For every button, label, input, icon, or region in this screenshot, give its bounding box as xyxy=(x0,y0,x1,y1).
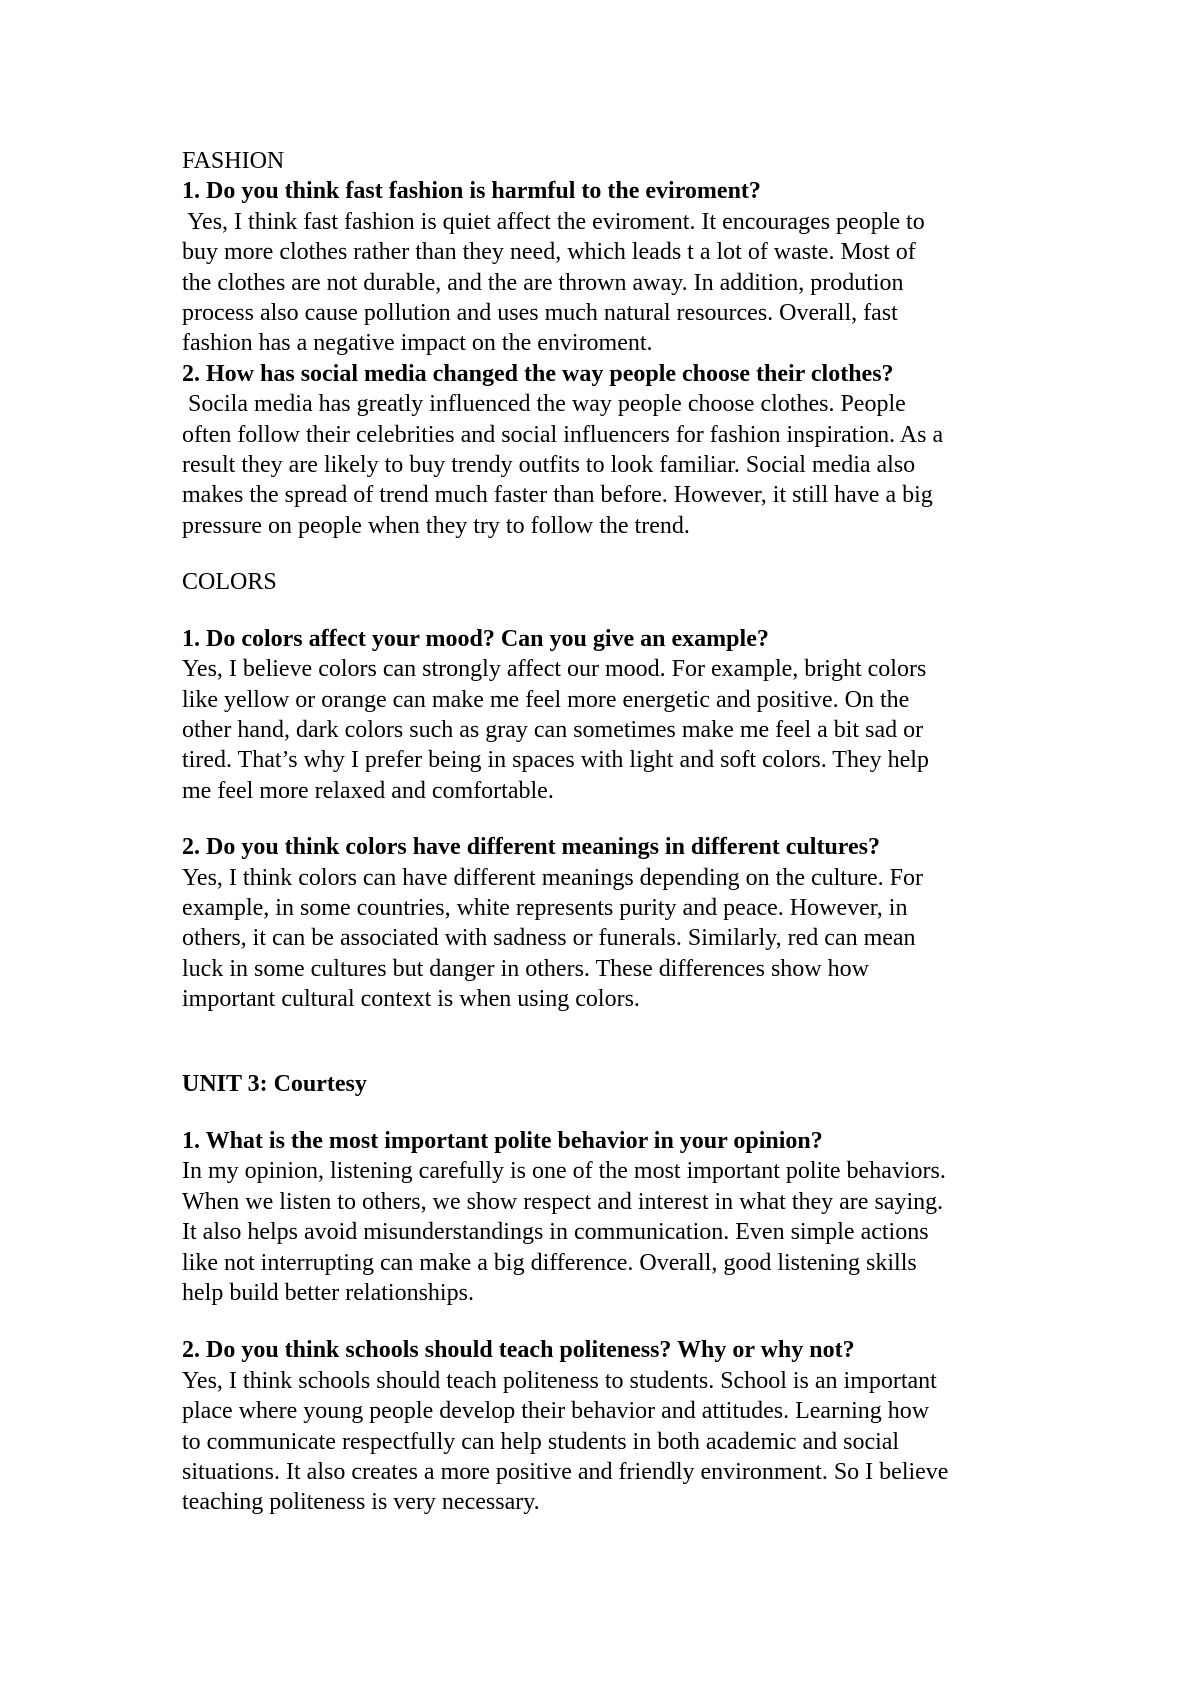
answer-line: like yellow or orange can make me feel more energetic and positive. On the xyxy=(182,686,910,713)
question-fashion-1: 1. Do you think fast fashion is harmful to the eviroment? xyxy=(182,178,761,205)
question-colors-1: 1. Do colors affect your mood? Can you give an example? xyxy=(182,625,769,652)
answer-line: others, it can be associated with sadness or funerals. Similarly, red can mean xyxy=(182,925,916,952)
answer-unit3-1 xyxy=(182,1156,1062,1308)
answer-unit3-2 xyxy=(182,1366,1062,1518)
section-unit3 xyxy=(182,1069,1062,1518)
answer-line: help build better relationships. xyxy=(182,1280,474,1306)
answer-line: important cultural context is when using colors. xyxy=(182,986,640,1013)
section-colors xyxy=(182,567,1062,1014)
answer-line: situations. It also creates a more positive and friendly environment. So I believe xyxy=(182,1459,949,1486)
question-unit3-2: 2. Do you think schools should teach politeness? Why or why not? xyxy=(182,1337,855,1364)
section-heading-unit3: UNIT 3: Courtesy xyxy=(182,1070,367,1097)
document-page xyxy=(182,146,1062,1518)
section-heading-fashion: FASHION xyxy=(182,148,285,174)
answer-line: fashion has a negative impact on the enviroment. xyxy=(182,330,653,357)
answer-line: me feel more relaxed and comfortable. xyxy=(182,777,554,804)
answer-line: to communicate respectfully can help students in both academic and social xyxy=(182,1428,900,1455)
answer-fashion-2 xyxy=(182,389,1062,541)
answer-line: often follow their celebrities and social influencers for fashion inspiration. As a xyxy=(182,421,944,448)
answer-line: tired. That’s why I prefer being in spaces with light and soft colors. They help xyxy=(182,747,929,774)
answer-line: like not interrupting can make a big difference. Overall, good listening skills xyxy=(182,1249,917,1276)
answer-line: Yes, I think fast fashion is quiet affect the eviroment. It encourages people to xyxy=(182,208,925,235)
answer-line: Yes, I believe colors can strongly affect our mood. For example, bright colors xyxy=(182,656,927,683)
answer-line: Socila media has greatly influenced the way people choose clothes. People xyxy=(182,391,906,418)
answer-line: teaching politeness is very necessary. xyxy=(182,1489,540,1516)
answer-fashion-1 xyxy=(182,207,1062,359)
answer-line: place where young people develop their behavior and attitudes. Learning how xyxy=(182,1398,930,1425)
answer-line: other hand, dark colors such as gray can sometimes make me feel a bit sad or xyxy=(182,716,924,743)
answer-line: It also helps avoid misunderstandings in communication. Even simple actions xyxy=(182,1219,929,1246)
answer-colors-1 xyxy=(182,654,1062,806)
answer-line: makes the spread of trend much faster than before. However, it still have a big xyxy=(182,482,933,509)
question-unit3-1: 1. What is the most important polite behavior in your opinion? xyxy=(182,1127,823,1154)
answer-line: luck in some cultures but danger in others. These differences show how xyxy=(182,955,869,982)
question-colors-2: 2. Do you think colors have different meanings in different cultures? xyxy=(182,834,881,861)
answer-line: result they are likely to buy trendy outfits to look familiar. Social media also xyxy=(182,452,916,479)
answer-line: pressure on people when they try to follow the trend. xyxy=(182,512,690,539)
answer-line: buy more clothes rather than they need, which leads t a lot of waste. Most of xyxy=(182,239,916,266)
answer-line: process also cause pollution and uses much natural resources. Overall, fast xyxy=(182,300,898,327)
section-heading-colors: COLORS xyxy=(182,569,277,596)
answer-line: When we listen to others, we show respect and interest in what they are saying. xyxy=(182,1188,944,1215)
answer-line: Yes, I think colors can have different meanings depending on the culture. For xyxy=(182,864,923,891)
answer-colors-2 xyxy=(182,863,1062,1015)
answer-line: Yes, I think schools should teach politeness to students. School is an important xyxy=(182,1367,937,1394)
answer-line: the clothes are not durable, and the are thrown away. In addition, prodution xyxy=(182,269,904,296)
answer-line: In my opinion, listening carefully is one of the most important polite behaviors. xyxy=(182,1158,946,1185)
section-fashion xyxy=(182,146,1062,541)
question-fashion-2: 2. How has social media changed the way people choose their clothes? xyxy=(182,360,894,387)
answer-line: example, in some countries, white represents purity and peace. However, in xyxy=(182,894,908,921)
